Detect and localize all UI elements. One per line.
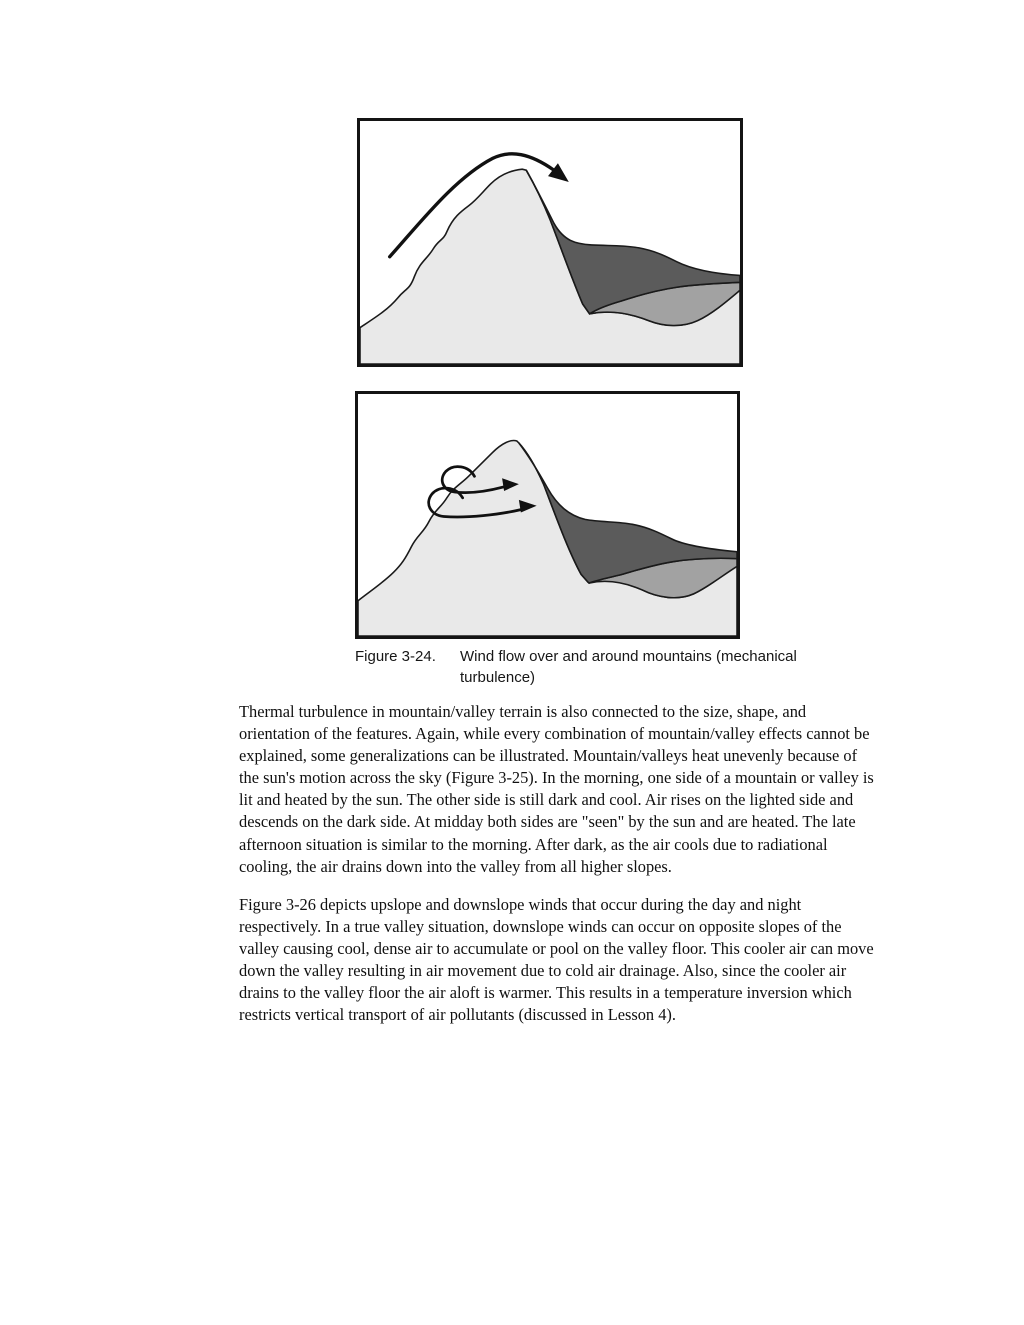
figure-caption-label: Figure 3-24. xyxy=(355,648,436,665)
wind-over-mountain-diagram xyxy=(360,121,740,364)
mountain-shape xyxy=(358,441,737,636)
wind-around-mountain-diagram xyxy=(358,394,737,636)
body-text-block xyxy=(239,701,881,1042)
figure-caption-text: Wind flow over and around mountains (mechanical turbulence) xyxy=(460,648,797,686)
body-paragraph: Thermal turbulence in mountain/valley terrain is also connected to the size, shape, and orientation of the features. Again, while every combination of mountain/valley effects cannot be explained, some generalizations can be illustrated. Mountain/valleys heat unevenly because of the sun's motion across the sky (Figure 3-25). In the morning, one side of a mountain or valley is lit and heated by the sun. The other side is still dark and cool. Air rises on the lighted side and descends on the dark side. At midday both sides are "seen" by the sun and are heated. The late afternoon situation is similar to the morning. After dark, as the air cools due to radiational cooling, the air drains down into the valley from all higher slopes. xyxy=(239,702,874,876)
body-paragraph: Figure 3-26 depicts upslope and downslope winds that occur during the day and night respectively. In a true valley situation, downslope winds can occur on opposite slopes of the valley causing cool, dense air to accumulate or pool on the valley floor. This cooler air can move down the valley resulting in air movement due to cold air drainage. Also, since the cooler air drains to the valley floor the air aloft is warmer. This results in a temperature inversion which restricts vertical transport of air pollutants (discussed in Lesson 4). xyxy=(239,894,874,1025)
figure-caption xyxy=(355,646,875,688)
figure-panel-wind-around xyxy=(355,391,740,639)
figure-panel-wind-over xyxy=(357,118,743,367)
